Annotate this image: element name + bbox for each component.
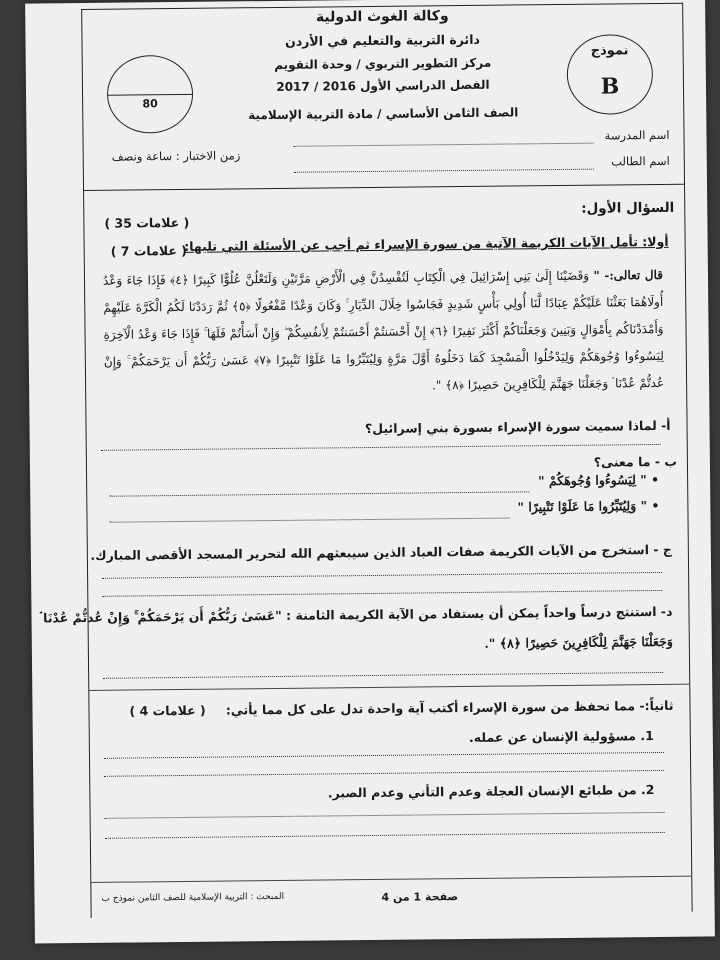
verse-intro: قال تعالى:- " [593, 267, 664, 283]
question-one-marks: ( 35 علامات ) [104, 214, 190, 231]
total-marks: 80 [142, 97, 158, 111]
answer-line-p2-2b[interactable] [105, 832, 665, 839]
answer-line-b2[interactable] [110, 518, 510, 523]
exam-paper [25, 0, 715, 944]
quran-verses [103, 262, 664, 403]
model-circle [566, 34, 653, 115]
model-label: نموذج [590, 43, 629, 59]
question-one-title: السؤال الأول: [581, 199, 675, 217]
question-b: ب - ما معنى؟ [593, 453, 678, 470]
part-two-item-2: 2. من طبائع الإنسان العجلة وعدم التأني وعدم الصبر. [327, 782, 655, 801]
part-two-title: ثانياً:- مما تحفظ من سورة الإسراء أكتب آية واحدة تدل على كل مما يأتي: [225, 697, 674, 718]
score-divider [108, 94, 192, 96]
part-two-item-1: 1. مسؤولية الإنسان عن عمله. [468, 728, 654, 745]
footer-page-number: صفحة 1 من 4 [381, 890, 459, 904]
answer-line-p2-1b[interactable] [104, 770, 664, 777]
part-one-marks: ( 7 علامات ) [110, 242, 188, 259]
question-b-item-1: • " لِيَسُوءُوا وُجُوهَكُمْ " [537, 471, 660, 489]
verse-text: وَقَضَيْنَا إِلَىٰ بَنِي إِسْرَائِيلَ فِي الْكِتَابِ لَتُفْسِدُنَّ فِي الْأَرْضِ مَرَّتَيْنِ وَلَتَعْلُنَّ عُلُوًّا كَبِيرًا ﴿٤﴾ فَإِذَا جَاءَ وَعْدُ أُولَاهُمَا بَعَثْنَا عَلَيْكُمْ عِبَادًا لَّنَا أُولِي بَأْسٍ شَدِيدٍ فَجَاسُوا خِلَالَ الدِّيَارِ ۚ وَكَانَ وَعْدًا مَّفْعُولًا ﴿٥﴾ ثُمَّ رَدَدْنَا لَكُمُ الْكَرَّةَ عَلَيْهِمْ وَأَمْدَدْنَاكُم بِأَمْوَالٍ وَبَنِينَ وَجَعَلْنَاكُمْ أَكْثَرَ نَفِيرًا ﴿٦﴾ إِنْ أَحْسَنتُمْ أَحْسَنتُمْ لِأَنفُسِكُمْ ۖ وَإِنْ أَسَأْتُمْ فَلَهَا ۚ فَإِذَا جَاءَ وَعْدُ الْآخِرَةِ لِيَسُوءُوا وُجُوهَكُمْ وَلِيَدْخُلُوا الْمَسْجِدَ كَمَا دَخَلُوهُ أَوَّلَ مَرَّةٍ وَلِيُتَبِّرُوا مَا عَلَوْا تَتْبِيرًا ﴿٧﴾ عَسَىٰ رَبُّكُمْ أَن يَرْحَمَكُمْ ۚ وَإِنْ عُدتُّمْ عُدْنَا ۘ وَجَعَلْنَا جَهَنَّمَ لِلْكَافِرِينَ حَصِيرًا ﴿٨﴾ ". [102, 268, 665, 393]
question-d-line-1: د- استنتج درساً واحداً يمكن أن يستفاد من الآية الكريمة الثامنة : "عَسَىٰ رَبُّكُمْ أَن يَرْحَمَكُمْ ۚ وَإِنْ عُدتُّمْ عُدْنَا ۘ [39, 603, 673, 626]
school-name-label: اسم المدرسة [604, 127, 670, 143]
student-name-field[interactable] [294, 169, 594, 173]
score-circle [107, 55, 194, 134]
model-letter: B [600, 73, 620, 100]
answer-line-a[interactable] [101, 444, 661, 451]
answer-line-b1[interactable] [109, 491, 529, 496]
answer-line-p2-2a[interactable] [105, 812, 665, 819]
answer-line-d[interactable] [103, 672, 663, 679]
department-name: دائرة التربية والتعليم في الأردن [285, 31, 480, 49]
part-two-marks: ( 4 علامات ) [129, 702, 206, 719]
exam-duration: زمن الاختبار : ساعة ونصف [111, 148, 241, 164]
exam-header [82, 4, 684, 191]
footer-course: المبحث : التربية الإسلامية للصف الثامن نموذج ب [101, 891, 285, 904]
answer-line-c2[interactable] [102, 590, 662, 597]
center-name: مركز التطوير التربوي / وحدة التقويم [274, 55, 492, 72]
section-divider [89, 684, 689, 691]
question-b-item-2: • " وَلِيُتَبِّرُوا مَا عَلَوْا تَتْبِيرًا " [517, 497, 660, 515]
student-name-label: اسم الطالب [611, 153, 670, 169]
question-c: ج - استخرج من الآيات الكريمة صفات العباد الذين سيبعثهم الله لتحرير المسجد الأقصى المبارك. [90, 541, 672, 563]
footer-divider [91, 876, 691, 883]
term-label: الفصل الدراسي الأول 2016 / 2017 [276, 77, 490, 94]
school-name-field[interactable] [294, 143, 594, 147]
agency-name: وكالة الغوث الدولية [315, 8, 449, 26]
grade-subject: الصف الثامن الأساسي / مادة التربية الإسلامية [248, 105, 519, 123]
page-frame [39, 3, 692, 918]
answer-line-p2-1a[interactable] [104, 752, 664, 759]
question-a: أ- لماذا سميت سورة الإسراء بسورة بني إسرائيل؟ [364, 417, 671, 437]
answer-line-c1[interactable] [102, 572, 662, 579]
question-d-line-2: وَجَعَلْنَا جَهَنَّمَ لِلْكَافِرِينَ حَصِيرًا ﴿٨﴾ ". [484, 633, 673, 651]
part-one-title: أولا: تأمل الآيات الكريمة الآتية من سورة الإسراء ثم أجب عن الأسئلة التي تليها: [184, 233, 669, 254]
